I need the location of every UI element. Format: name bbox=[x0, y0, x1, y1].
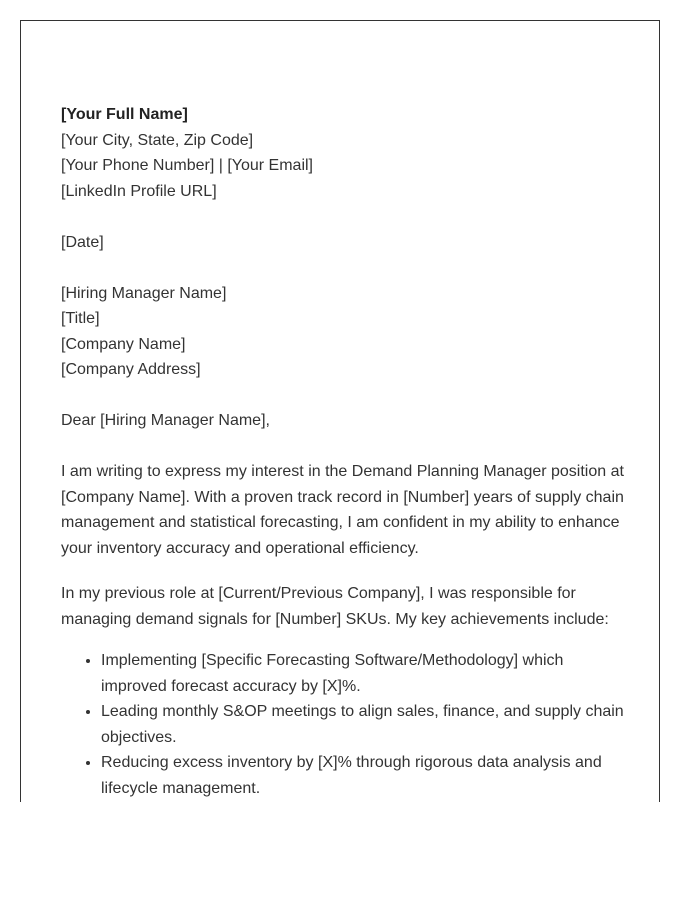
list-item: • Leading monthly S&OP meetings to align sales, finance, and supply chain objectives. bbox=[101, 699, 631, 750]
recipient-manager: [Hiring Manager Name] bbox=[61, 284, 227, 302]
recipient-company: [Company Name] bbox=[61, 335, 186, 353]
spacer bbox=[61, 255, 631, 281]
sender-city: [Your City, State, Zip Code] bbox=[61, 131, 254, 149]
letter-date: [Date] bbox=[61, 233, 104, 251]
recipient-block bbox=[61, 281, 631, 383]
list-item: • Reducing excess inventory by [X]% through rigorous data analysis and lifecycle management. bbox=[101, 750, 631, 801]
spacer bbox=[61, 434, 631, 460]
sender-contact: [Your Phone Number] | [Your Email] bbox=[61, 157, 313, 174]
sender-linkedin: [LinkedIn Profile URL] bbox=[61, 182, 217, 200]
sender-name: [Your Full Name] bbox=[61, 106, 188, 123]
salutation: Dear [Hiring Manager Name], bbox=[61, 412, 270, 429]
body-paragraph-intro: I am writing to express my interest in the Demand Planning Manager position at [Company Name]. With a proven track record in [Number] years of supply chain management and statistical forecasting, I am confident in my ability to enhance your inventory accuracy and operational efficiency. bbox=[61, 463, 624, 557]
spacer bbox=[61, 561, 631, 581]
achievements-list bbox=[61, 648, 631, 801]
spacer bbox=[61, 383, 631, 409]
recipient-address: [Company Address] bbox=[61, 361, 201, 378]
recipient-title: [Title] bbox=[61, 310, 100, 327]
letter-page bbox=[20, 20, 660, 802]
body-paragraph-experience: In my previous role at [Current/Previous Company], I was responsible for managing demand signals for [Number] SKUs. My key achievements include: bbox=[61, 585, 609, 628]
list-item: • Implementing [Specific Forecasting Software/Methodology] which improved forecast accuracy by [X]%. bbox=[101, 648, 631, 699]
letter-content bbox=[61, 102, 631, 801]
spacer bbox=[61, 204, 631, 230]
sender-block bbox=[61, 102, 631, 204]
